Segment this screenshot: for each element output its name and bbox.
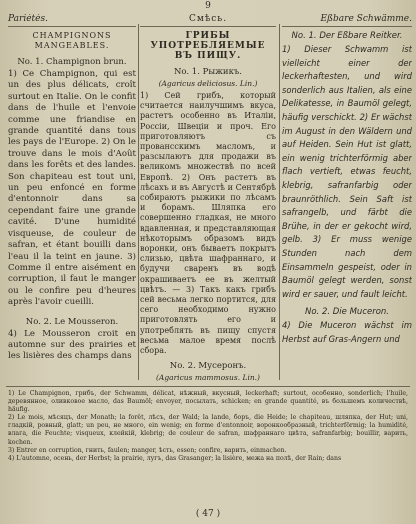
footnote: 4) L'automne, осень, der Herbst; la prairie, лугъ, das Grasanger; la lisière, межа на полѣ, der Rain; dans <box>8 454 342 462</box>
bottom-page-number: ( 47 ) <box>195 509 221 519</box>
german-section-1-text: 1) Dieser Schwamm ist vielleicht einer der leckerhaftesten, und wird sonderlich aus Italien, als eine Delikatesse, in Baumöl gelegt, häufig verschickt. 2) Er wächst im August in den Wäldern und auf Heiden. Sein Hut ist glatt, ein wenig trichterförmig aber flach vertieft, etwas feucht, klebrig, safranfarbig oder braunröthlich. Sein Saft ist safrangelb, und färbt die Brühe, in der er gekocht wird, gelb. 3) Er muss wenige Stunden nach dem Einsammeln gespeist, oder in Baumöl gelegt werden, sonst wird er sauer, und fault leicht. <box>282 44 412 299</box>
french-section-1-heading: No. 1. Champignon brun. <box>17 57 127 67</box>
russian-running-header: Смѣсь. <box>140 14 276 27</box>
french-title: CHAMPIGNONS MANGEABLES. <box>32 31 112 50</box>
footnote: 1) Le Champignon, грибъ, der Schwamm, délicat, нѣжный, вкусный, leckerhaft; surtout, особенно, sonderlich; l'huile, деревянное, оливковое масло, das Baumöl; envoyer, посылать, schicken; en grande quantité, въ большемъ количествѣ, häufig. <box>8 390 408 414</box>
french-section-2-heading: No. 2. Le Mousseron. <box>25 316 119 327</box>
footnotes <box>8 390 408 463</box>
footnote-separator <box>6 386 410 387</box>
german-section-2-text: 4) Die Muceron wächst im Herbst auf Gras-Angern und <box>282 320 412 344</box>
column-divider-right <box>279 24 280 380</box>
russian-section-2-heading: No. 2. Мусеронъ. <box>169 361 247 372</box>
german-section-2-heading: No. 2. Die Muceron. <box>304 307 390 318</box>
russian-section-1-latin: (Agaricus deliciosus. Lin.) <box>158 79 258 88</box>
german-section-1-heading: No. 1. Der Eßbare Reitker. <box>291 31 403 41</box>
russian-column <box>140 14 276 382</box>
russian-section-1-heading: No. 1. Рыжикъ. <box>173 67 242 77</box>
german-running-header: Eßbare Schwämme. <box>282 14 412 27</box>
french-column <box>8 14 136 382</box>
french-section-2-text: 4) Le Mousseron croit en automne sur des prairies et les lisières des champs dans <box>8 328 136 362</box>
column-divider-left <box>138 24 139 380</box>
russian-section-2-latin: (Agaricus mammosus. Lin.) <box>155 373 260 382</box>
russian-title: ГРИБЫ УПОТРЕБЛЯЕМЫЕ ВЪ ПИЩУ. <box>150 31 266 61</box>
french-running-header: Pariétés. <box>8 14 136 27</box>
top-page-number: 9 <box>205 1 211 11</box>
russian-section-1-text: 1) Сей грибъ, который считается наилучшимъ вкуса, растетъ особенно въ Италіи, Россіи, Швеціи и проч. Его приготовляютъ съ провансскимъ масломъ, и разсылаютъ для продажи въ великомъ множествѣ по всей Европѣ. 2) Онъ растетъ въ лѣсахъ и въ Августѣ и Сентябрѣ собираютъ рыжики по лѣсамъ и борамъ. Шляпка его совершенно гладкая, не много вдавленная, и представляющая нѣкоторымъ образомъ видъ воронки, онъ бываетъ покрытъ слизью, цвѣта шафраннаго, и будучи сваренъ въ водѣ окрашиваетъ ее въ желтый цвѣтъ. — 3) Такъ какъ грибъ сей весьма легко портится, для сего необходимо нужно приготовлять его и употреблять въ пищу спустя весьма малое время послѣ сбора. <box>140 91 276 356</box>
french-section-1-text: 1) Ce Champignon, qui est un des plus délicats, croît surtout en Italie. On le confit dans de l'huile et l'envoie comme une friandise en grande quantité dans tous les pays de l'Europe. 2) On le trouve dans le mois d'Août dans les forêts et des landes. Son chapiteau est tout uni, un peu enfoncé en forme d'entonnoir dans sa cependant faire une grande cavité. D'une humidité visqueuse, de couleur de safran, et étant bouilli dans l'eau il la teint en jaune. 3) Comme il entre aisément en corruption, il faut le manger ou le confire peu d'heures après l'avoir cueilli. <box>8 69 136 308</box>
german-column <box>282 14 412 382</box>
footnote: 2) Le mois, мѣсяцъ, der Monath; la forêt, лѣсъ, der Wald; la lande, боръ, die Heide; le chapiteau, шляпка, der Hut; uni, гладкій, ровный, glatt; un peu, не много, ein wenig; en forme d'entonnoir, воронкообразный, trichterförmig; la humidité, влага, die Feuchte; visqueux, клейкій, klebrig; de couleur de safran, шафраннаго цвѣта, safranfarbig; bouillir, варить, kochen. <box>8 414 408 446</box>
footnote: 3) Entrer en corruption, гнить, faulen; manger, ѣсть, essen; confire, варить, einmachen. <box>8 446 287 454</box>
